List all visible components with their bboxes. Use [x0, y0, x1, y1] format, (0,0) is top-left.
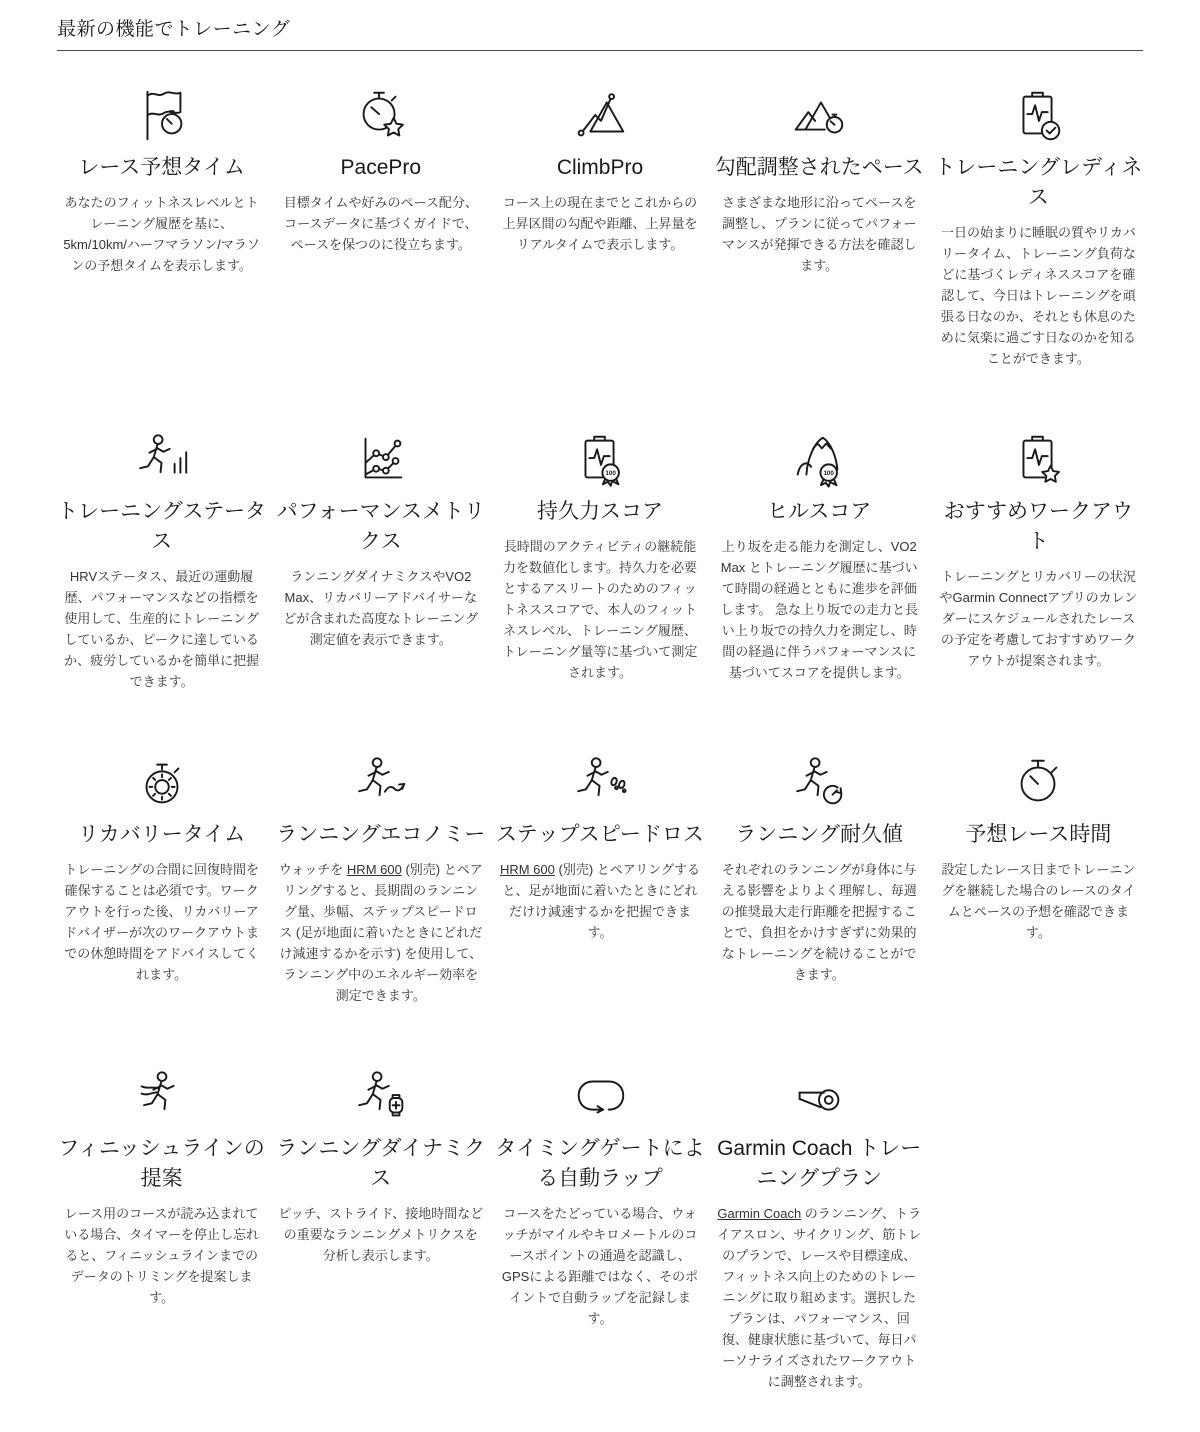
svg-text:100: 100 [605, 469, 616, 477]
feature-card-timing-gate-auto-lap [495, 1064, 704, 1392]
runner-wave-arrow-icon [276, 750, 485, 816]
runner-watch-icon [276, 1064, 485, 1130]
feature-title: Garmin Coach トレーニングプラン [717, 1137, 922, 1190]
feature-card-hill-score [715, 427, 924, 692]
feature-card-pacepro [276, 83, 485, 369]
feature-title: PacePro [340, 156, 422, 179]
feature-title: 持久力スコア [536, 499, 663, 523]
feature-title: トレーニングレディネス [934, 156, 1143, 209]
feature-card-race-predictor [57, 83, 266, 369]
feature-card-running-endurance [715, 750, 924, 1006]
hills-medal-icon [715, 427, 924, 493]
stopwatch-star-icon [276, 83, 485, 149]
stopwatch-icon [934, 750, 1143, 816]
feature-card-predicted-race-time [934, 750, 1143, 1006]
feature-title: ClimbPro [556, 156, 644, 179]
hrm-600-link[interactable]: HRM 600 [499, 861, 555, 877]
feature-description: さまざまな地形に沿ってペースを調整し、プランに従ってパフォーマンスが発揮できる方法を確認します。 [721, 194, 917, 273]
feature-title: 予想レース時間 [965, 822, 1112, 846]
feature-card-training-status [57, 427, 266, 692]
feature-title: ヒルスコア [767, 499, 872, 523]
feature-card-grade-adjusted-pace [715, 83, 924, 369]
race-flag-stopwatch-icon [57, 83, 266, 149]
mountain-route-icon [495, 83, 704, 149]
feature-title: タイミングゲートによる自動ラップ [495, 1137, 705, 1190]
feature-description: HRM 600 (別売) とペアリングすると、足が地面に着いたときにどれだけけ減速するかを把握できます。 [499, 861, 700, 940]
hrm-600-link[interactable]: HRM 600 [346, 861, 402, 877]
feature-title: おすすめワークアウト [943, 499, 1133, 553]
feature-description: トレーニングの合間に回復時間を確保することは必須です。ワークアウトを行った後、リカバリーアドバイザーが次のワークアウトまでの休憩時間をアドバイスしてくれます。 [64, 861, 259, 982]
feature-description: HRVステータス、最近の運動履歴、パフォーマンスなどの指標を使用して、生産的にトレーニングしているか、ピークに達しているか、疲労しているかを簡単に把握できます。 [64, 568, 260, 689]
runner-bars-icon [57, 427, 266, 493]
garmin-coach-link[interactable]: Garmin Coach [717, 1205, 802, 1221]
feature-description: あなたのフィットネスレベルとトレーニング履歴を基に、5km/10km/ハーフマラソン/マラソンの予想タイムを表示します。 [63, 194, 260, 273]
features-grid [57, 83, 1143, 1392]
loop-arrow-icon [495, 1064, 704, 1130]
feature-title: 勾配調整されたペース [714, 156, 924, 179]
feature-title: フィニッシュラインの提案 [58, 1137, 265, 1190]
feature-card-running-economy [276, 750, 485, 1006]
svg-text:100: 100 [823, 469, 835, 477]
mountains-stopwatch-icon [715, 83, 924, 149]
clipboard-star-icon [934, 427, 1143, 493]
feature-card-training-readiness [934, 83, 1143, 369]
feature-description: レース用のコースが読み込まれている場合、タイマーを停止し忘れると、フィニッシュラインまでのデータのトリミングを提案します。 [64, 1205, 259, 1305]
feature-card-running-dynamics [276, 1064, 485, 1392]
section-heading: 最新の機能でトレーニング [57, 14, 1143, 51]
feature-card-step-speed-loss [495, 750, 704, 1006]
feature-card-climbpro [495, 83, 704, 369]
feature-title: トレーニングステータス [57, 499, 267, 553]
feature-description: 長時間のアクティビティの継続能力を数値化します。持久力を必要とするアスリートのためのフィットネススコアで、本人のフィットネスレベル、トレーニング履歴、トレーニング量等に基づいて測定されます。 [502, 538, 698, 681]
stopwatch-ticks-icon [57, 750, 266, 816]
feature-description: コースをたどっている場合、ウォッチがマイルやキロメートルのコースポイントの通過を認識し、GPSによる距離ではなく、そのポイントで自動ラップを記録します。 [501, 1205, 699, 1326]
runner-finish-tape-icon [57, 1064, 266, 1130]
whistle-icon [715, 1064, 924, 1130]
feature-title: ランニングダイナミクス [276, 1137, 486, 1190]
feature-title: ランニングエコノミー [276, 822, 486, 846]
feature-title: ランニング耐久値 [735, 822, 903, 846]
runner-gauge-icon [715, 750, 924, 816]
feature-description: Garmin Coach のランニング、トライアスロン、サイクリング、筋トレのプランで、レースや目標達成、フィットネス向上のためのトレーニングに取り組めます。選択したプランは、パフォーマンス、回復、健康状態に基づいて、毎日パーソナライズされたワークアウトに調整されます。 [717, 1205, 922, 1389]
feature-title: パフォーマンスメトリクス [276, 499, 485, 553]
feature-card-recommended-workouts [934, 427, 1143, 692]
feature-card-finish-line-suggestion [57, 1064, 266, 1392]
feature-description: コース上の現在までとこれからの上昇区間の勾配や距離、上昇量をリアルタイムで表示します。 [502, 194, 698, 252]
feature-description: ウォッチを HRM 600 (別売) とペアリングすると、長期間のランニング量、歩幅、ステップスピードロス (足が地面に着いたときにどれだけ減速するかを示す) を使用して、ランニング中のエネルギー効率を測定できます。 [278, 861, 483, 1003]
clipboard-check-icon [934, 83, 1143, 149]
feature-description: ランニングダイナミクスやVO2 Max、リカバリーアドバイサーなどが含まれた高度なトレーニング測定値を表示できます。 [283, 568, 479, 647]
feature-title: ステップスピードロス [496, 822, 704, 846]
runner-footsteps-icon [495, 750, 704, 816]
feature-description: 上り坂を走る能力を測定し、VO2 Max とトレーニング履歴に基づいて時間の経過とともに進歩を評価します。 急な上り坂での走力と長い上り坂での持久力を測定し、時間の経過に伴うパフォーマンスに基づいてスコアを提供します。 [720, 538, 918, 681]
feature-description: それぞれのランニングが身体に与える影響をよりよく理解し、毎週の推奨最大走行距離を把握することで、負担をかけすぎずに効果的なトレーニングを続けることができます。 [721, 861, 917, 982]
line-chart-icon [276, 427, 485, 493]
feature-description: 目標タイムや好みのペース配分、コースデータに基づくガイドで、ペースを保つのに役立ちます。 [283, 194, 478, 252]
feature-card-endurance-score [495, 427, 704, 692]
feature-description: 設定したレース日までトレーニングを継続した場合のレースのタイムとペースの予想を確認できます。 [941, 861, 1136, 940]
feature-description: 一日の始まりに睡眠の質やリカバリータイム、トレーニング負荷などに基づくレディネススコアを確認して、今日はトレーニングを頑張る日なのか、それとも休息のために気楽に過ごす日なのかを知ることができます。 [940, 224, 1136, 366]
feature-card-performance-metrics [276, 427, 485, 692]
feature-card-recovery-time [57, 750, 266, 1006]
feature-title: レース予想タイム [78, 156, 245, 179]
feature-card-garmin-coach-plan [715, 1064, 924, 1392]
feature-description: ピッチ、ストライド、接地時間などの重要なランニングメトリクスを分析し表示します。 [278, 1205, 484, 1263]
feature-description: トレーニングとリカバリーの状況やGarmin Connectアプリのカレンダーにスケジュールされたレースの予定を考慮しておすすめワークアウトが提案されます。 [939, 568, 1138, 668]
clipboard-medal-icon [495, 427, 704, 493]
feature-title: リカバリータイム [77, 822, 246, 846]
